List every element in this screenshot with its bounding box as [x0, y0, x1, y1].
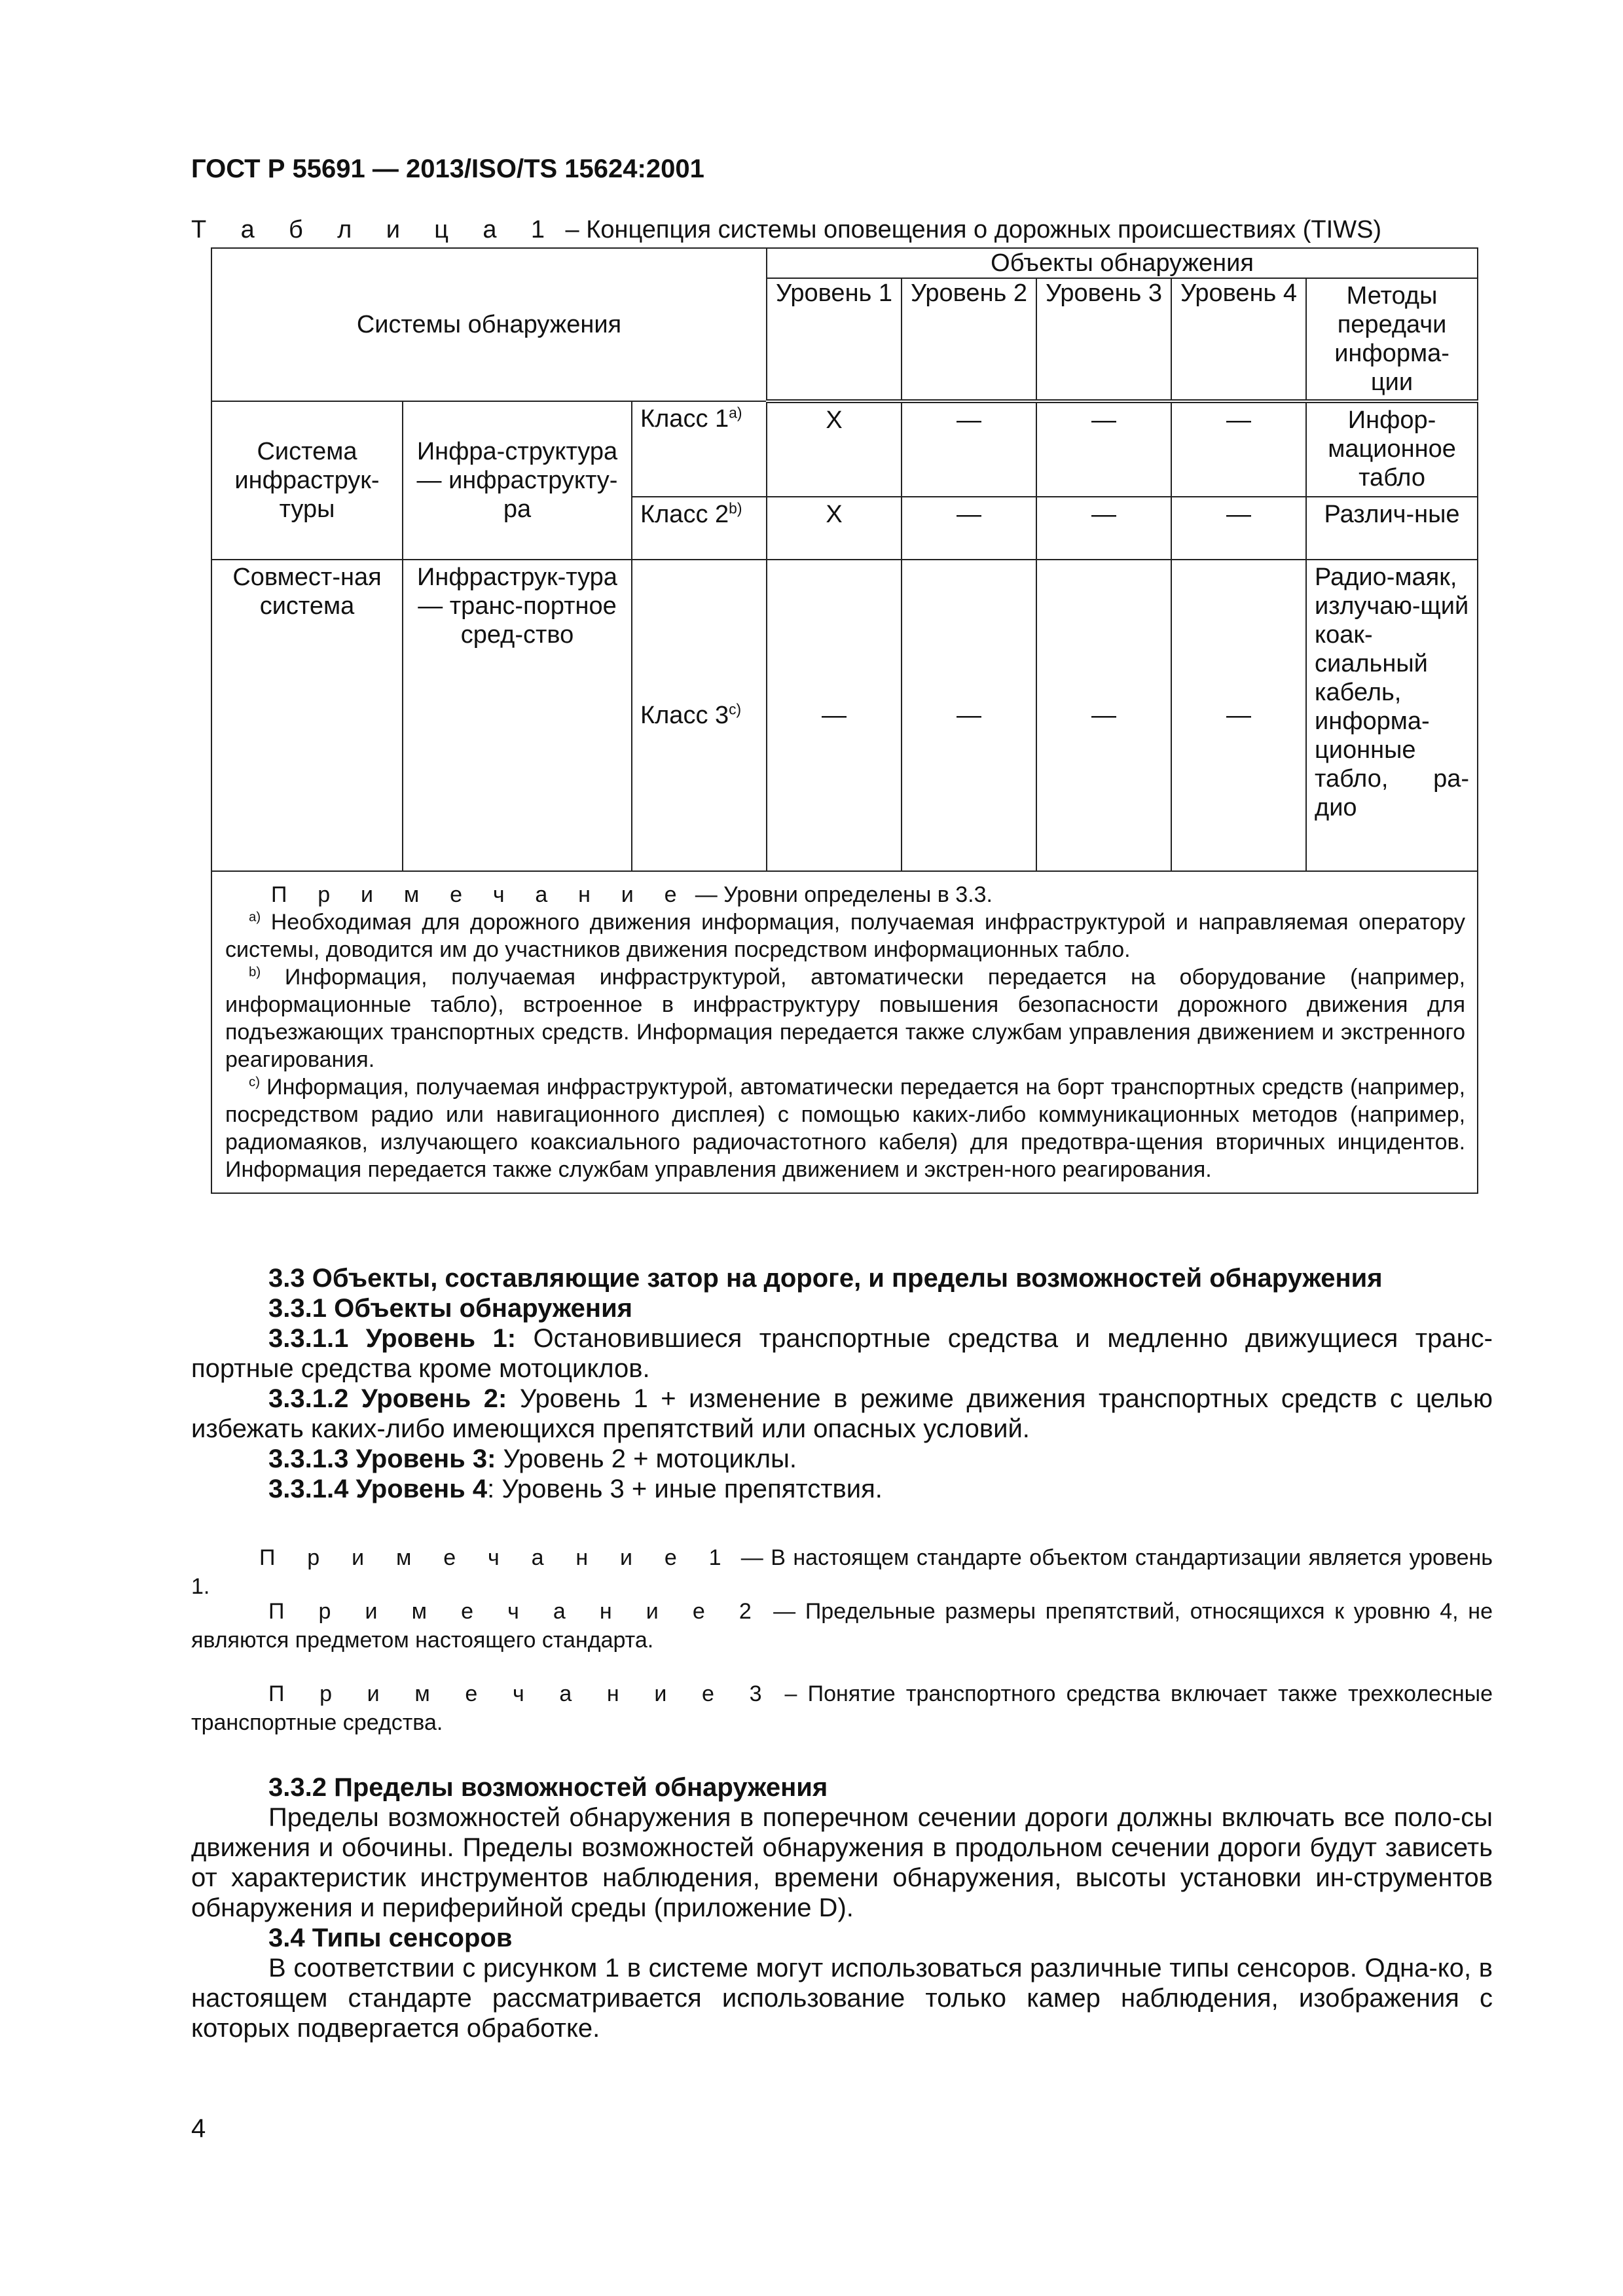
objects-header: Объекты обнаружения: [767, 248, 1478, 278]
heading-3-3-1: 3.3.1 Объекты обнаружения: [268, 1294, 633, 1323]
level-header: Уровень 2: [902, 278, 1036, 401]
section-3-3-block: [191, 1263, 1493, 1504]
methods-header: Методы передачи информа-ции: [1306, 278, 1478, 401]
heading-3-4: 3.4 Типы сенсоров: [268, 1924, 513, 1952]
infra-infra: Инфра-структура — инфраструкту-ра: [403, 401, 632, 560]
item-3-3-1-4: 3.3.1.4 Уровень 4: Уровень 3 + иные препятствия.: [268, 1475, 883, 1503]
note-1: П р и м е ч а н и е 1 — В настоящем стандарте объектом стандартизации является уровень 1.: [191, 1545, 1493, 1599]
heading-3-3-2: 3.3.2 Пределы возможностей обнаружения: [268, 1773, 828, 1802]
method-various: Различ-ные: [1306, 497, 1478, 560]
note-3: П р и м е ч а н и е 3 – Понятие транспортного средства включает также трехколесные транспортные средства.: [191, 1681, 1493, 1735]
cell-value: —: [902, 401, 1036, 497]
item-3-3-1-3: 3.3.1.3 Уровень 3: Уровень 2 + мотоциклы.: [268, 1444, 797, 1473]
cell-value: X: [767, 401, 902, 497]
class-3: Класс 3$^{c)}$: [632, 560, 767, 871]
cell-value: —: [1171, 401, 1306, 497]
table-note: П р и м е ч а н и е — Уровни определены в 3.3.: [271, 882, 993, 907]
system-infrastructure: Система инфраструк-туры: [211, 401, 403, 560]
table-notes: [211, 871, 1478, 1193]
cell-value: —: [902, 560, 1036, 871]
item-3-3-1-1: 3.3.1.1 Уровень 1: Остановившиеся транспортные средства и медленно движущиеся транс-портные средства кроме мотоциклов.: [191, 1324, 1493, 1383]
level-header: Уровень 4: [1171, 278, 1306, 401]
cell-value: —: [1171, 560, 1306, 871]
detection-table: [211, 247, 1478, 1194]
item-3-3-1-2: 3.3.1.2 Уровень 2: Уровень 1 + изменение в режиме движения транспортных средств с целью избежать каких-либо имеющихся препятствий или опасных условий.: [191, 1384, 1493, 1443]
para-3-3-2: Пределы возможностей обнаружения в поперечном сечении дороги должны включать все поло-сы движения и обочины. Пределы возможностей обнаружения в продольном сечении дороги будут зависеть от характеристик инструментов наблюдения, времени обнаружения, высоты установки ин-струментов обнаружения и периферийной среды (приложение D).: [191, 1803, 1493, 1922]
class-2: Класс 2$^{b)}$: [632, 497, 767, 560]
cell-value: —: [1171, 497, 1306, 560]
caption-label: Т а б л и ц а 1: [191, 216, 558, 243]
cell-value: —: [902, 497, 1036, 560]
level-header: Уровень 1: [767, 278, 902, 401]
cell-value: —: [1036, 401, 1171, 497]
footnote-a: $^{a)}$ Необходимая для дорожного движения информация, получаемая инфраструктурой и направляемая оператору системы, доводится им до участников движения посредством информационных табло.: [225, 910, 1466, 962]
section-3-3-2-block: [191, 1772, 1493, 2043]
document-header: ГОСТ Р 55691 — 2013/ISO/TS 15624:2001: [191, 154, 704, 183]
cell-value: —: [1036, 497, 1171, 560]
joint-system: Совмест-ная система: [211, 560, 403, 871]
cell-value: X: [767, 497, 902, 560]
heading-3-3: 3.3 Объекты, составляющие затор на дороге, и пределы возможностей обнаружения: [268, 1264, 1383, 1293]
method-info-board: Инфор-мационное табло: [1306, 401, 1478, 497]
para-3-4: В соответствии с рисунком 1 в системе могут использоваться различные типы сенсоров. Одна-ко, в настоящем стандарте рассматривается использование только камер наблюдения, изображения с которых подвергается обработке.: [191, 1954, 1493, 2043]
page-number: 4: [191, 2114, 206, 2143]
cell-value: —: [1036, 560, 1171, 871]
table-caption: [191, 216, 1381, 244]
level-header: Уровень 3: [1036, 278, 1171, 401]
method-radio-beacon: Радио-маяк, излучаю-щий коак-сиальный кабель, информа-ционные табло, ра-дио: [1306, 560, 1478, 871]
note-2: П р и м е ч а н и е 2 — Предельные размеры препятствий, относящихся к уровню 4, не являются предметом настоящего стандарта.: [191, 1599, 1493, 1653]
footnote-b: $^{b)}$ Информация, получаемая инфраструктурой, автоматически передается на оборудование (например, информационные табло), встроенное в инфраструктуру повышения безопасности дорожного движения для подъезжающих транспортных средств. Информация передается также службам управления движением и экстренного реагирования.: [225, 965, 1466, 1072]
cell-value: —: [767, 560, 902, 871]
caption-text: – Концепция системы оповещения о дорожных происшествиях (TIWS): [558, 216, 1382, 243]
systems-header: Системы обнаружения: [211, 248, 767, 401]
footnote-c: $^{c)}$ Информация, получаемая инфраструктурой, автоматически передается на борт транспортных средств (например, посредством радио или навигационного дисплея) с помощью каких-либо коммуникационных методов (например, радиомаяков, излучающего коаксиального радиочастотного кабеля) для предотвра-щения вторичных инцидентов. Информация передается также службам управления движением и экстрен-ного реагирования.: [225, 1075, 1466, 1182]
infra-vehicle: Инфраструк-тура — транс-портное сред-ство: [403, 560, 632, 871]
class-1: Класс 1$^{a)}$: [632, 401, 767, 497]
